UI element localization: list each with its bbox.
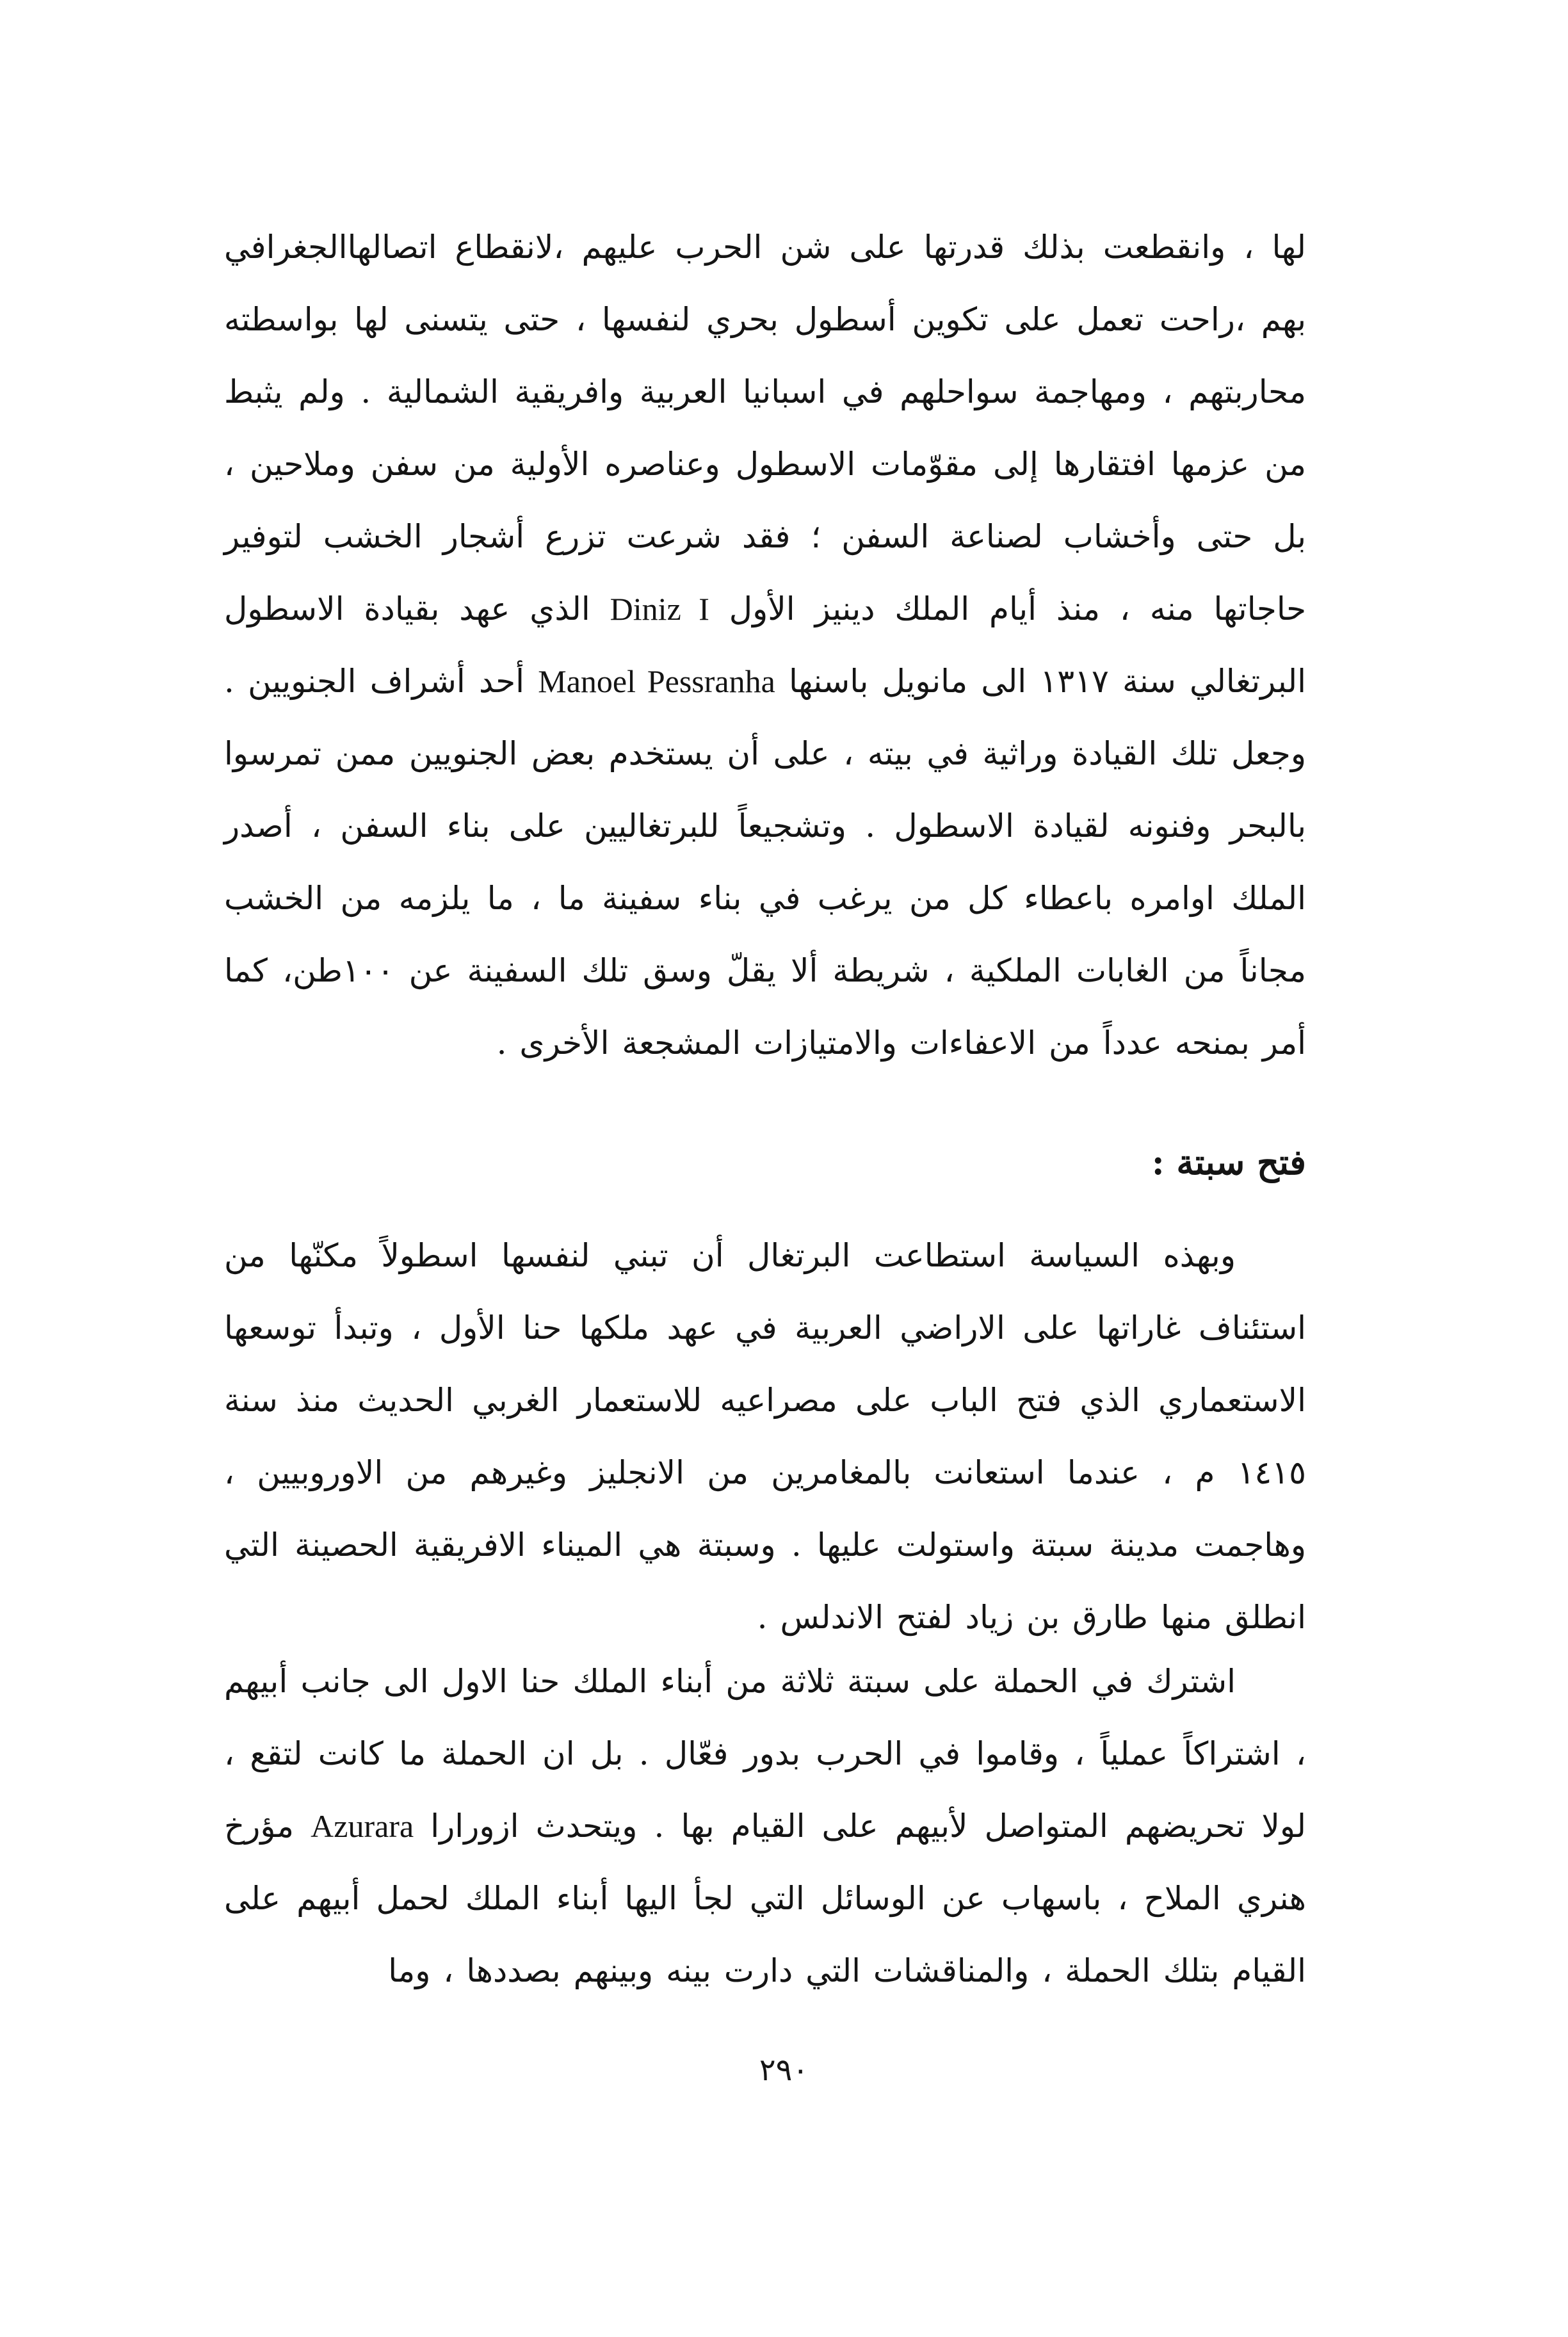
paragraph-3-segment-1: اشترك في الحملة على سبتة ثلاثة من أبناء الملك حنا الاول الى جانب أبيهم ، اشتراكاً عملياً ، وقاموا في الحرب بدور فعّال . بل ان الحملة ما كانت لتقع ، لولا تحريضهم المتواصل لأبيهم على القيام بها . ويتحدث ازورارا [224, 1663, 1306, 1845]
latin-name-diniz: Diniz I [610, 591, 709, 627]
latin-name-azurara: Azurara [311, 1808, 414, 1844]
paragraph-1-segment-2: الذي عهد بقيادة الاسطول البرتغالي سنة ١٣١٧ الى مانويل باسنها [224, 590, 1306, 700]
paragraph-3-segment-2: مؤرخ هنري الملاح ، باسهاب عن الوسائل التي لجأ اليها أبناء الملك لحمل أبيهم على القيام بتلك الحملة ، والمناقشات التي دارت بينه وبينهم بصددها ، وما [224, 1807, 1306, 1989]
latin-name-pessranha: Manoel Pessranha [538, 663, 775, 699]
paragraph-conquest-of-ceuta: وبهذه السياسة استطاعت البرتغال أن تبني لنفسها اسطولاً مكنّها من استئناف غاراتها على الاراضي العربية في عهد ملكها حنا الأول ، وتبدأ توسعها الاستعماري الذي فتح الباب على مصراعيه للاستعمار الغربي الحديث منذ سنة ١٤١٥ م ، عندما استعانت بالمغامرين من الانجليز وغيرهم من الاوروبيين ، وهاجمت مدينة سبتة واستولت عليها . وسبتة هي الميناء الافريقية الحصينة التي انطلق منها طارق بن زياد لفتح الاندلس . [224, 1237, 1306, 1636]
paragraph-1-segment-1: لها ، وانقطعت بذلك قدرتها على شن الحرب عليهم ،لانقطاع اتصالهاالجغرافي بهم ،راحت تعمل على تكوين أسطول بحري لنفسها ، حتى يتسنى لها بواسطته محاربتهم ، ومهاجمة سواحلهم في اسبانيا العربية وافريقية الشمالية . ولم يثبط من عزمها افتقارها إلى مقوّمات الاسطول وعناصره الأولية من سفن وملاحين ، بل حتى وأخشاب لصناعة السفن ؛ فقد شرعت تزرع أشجار الخشب لتوفير حاجاتها منه ، منذ أيام الملك دينيز الأول [224, 229, 1306, 627]
section-heading: فتح سبتة : [1151, 1142, 1306, 1183]
page-number: ٢٩٠ [759, 2052, 809, 2088]
paragraph-1-segment-3: أحد أشراف الجنويين . وجعل تلك القيادة وراثية في بيته ، على أن يستخدم بعض الجنويين ممن تمرسوا بالبحر وفنونه لقيادة الاسطول . وتشجيعاً للبرتغاليين على بناء السفن ، أصدر الملك اوامره باعطاء كل من يرغب في بناء سفينة ما ، ما يلزمه من الخشب مجاناً من الغابات الملكية ، شريطة ألا يقلّ وسق تلك السفينة عن ١٠٠طن، كما أمر بمنحه عدداً من الاعفاءات والامتيازات المشجعة الأخرى . [224, 663, 1306, 1062]
paragraph-portuguese-fleet [224, 211, 1306, 1080]
paragraph-campaign-sons [224, 1646, 1306, 2007]
